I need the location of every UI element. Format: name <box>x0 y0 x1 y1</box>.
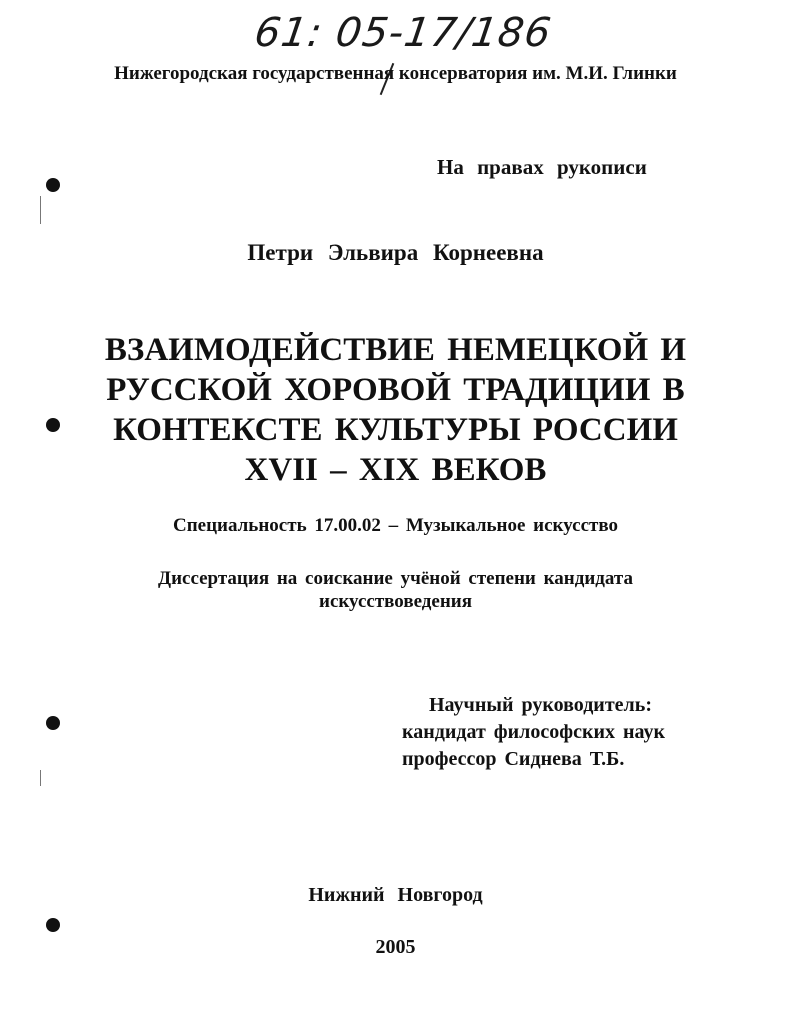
binding-hole-3 <box>46 716 60 730</box>
binding-hole-1 <box>46 178 60 192</box>
title-line-1: ВЗАИМОДЕЙСТВИЕ НЕМЕЦКОЙ И <box>104 332 687 368</box>
title-line-4: XVII – XIX ВЕКОВ <box>244 452 547 488</box>
dissertation-line-1: Диссертация на соискание учёной степени кандидата <box>158 568 633 589</box>
author-name: Петри Эльвира Корнеевна <box>247 240 544 265</box>
binding-hole-4 <box>46 918 60 932</box>
dissertation-title <box>40 330 751 490</box>
dissertation-degree <box>0 567 791 613</box>
advisor-line-1: Научный руководитель: <box>429 694 652 716</box>
margin-mark <box>40 770 41 786</box>
advisor-line-2: кандидат философских наук <box>402 721 666 743</box>
advisor-line-3: профессор Сиднева Т.Б. <box>402 748 625 770</box>
institution-name: Нижегородская государственная консерватория им. М.И. Глинки <box>114 63 677 84</box>
manuscript-rights-note: На правах рукописи <box>437 155 647 179</box>
title-line-3: КОНТЕКСТЕ КУЛЬТУРЫ РОССИИ <box>113 412 678 448</box>
city-name: Нижний Новгород <box>308 884 483 906</box>
handwritten-catalog-number: 61: 05-17/186 <box>251 10 555 56</box>
scientific-advisor <box>402 692 665 773</box>
year: 2005 <box>375 936 416 958</box>
margin-mark <box>40 196 41 224</box>
specialty-line: Специальность 17.00.02 – Музыкальное искусство <box>172 515 618 536</box>
title-line-2: РУССКОЙ ХОРОВОЙ ТРАДИЦИИ В <box>106 372 685 408</box>
dissertation-line-2: искусствоведения <box>319 591 472 612</box>
binding-hole-2 <box>46 418 60 432</box>
